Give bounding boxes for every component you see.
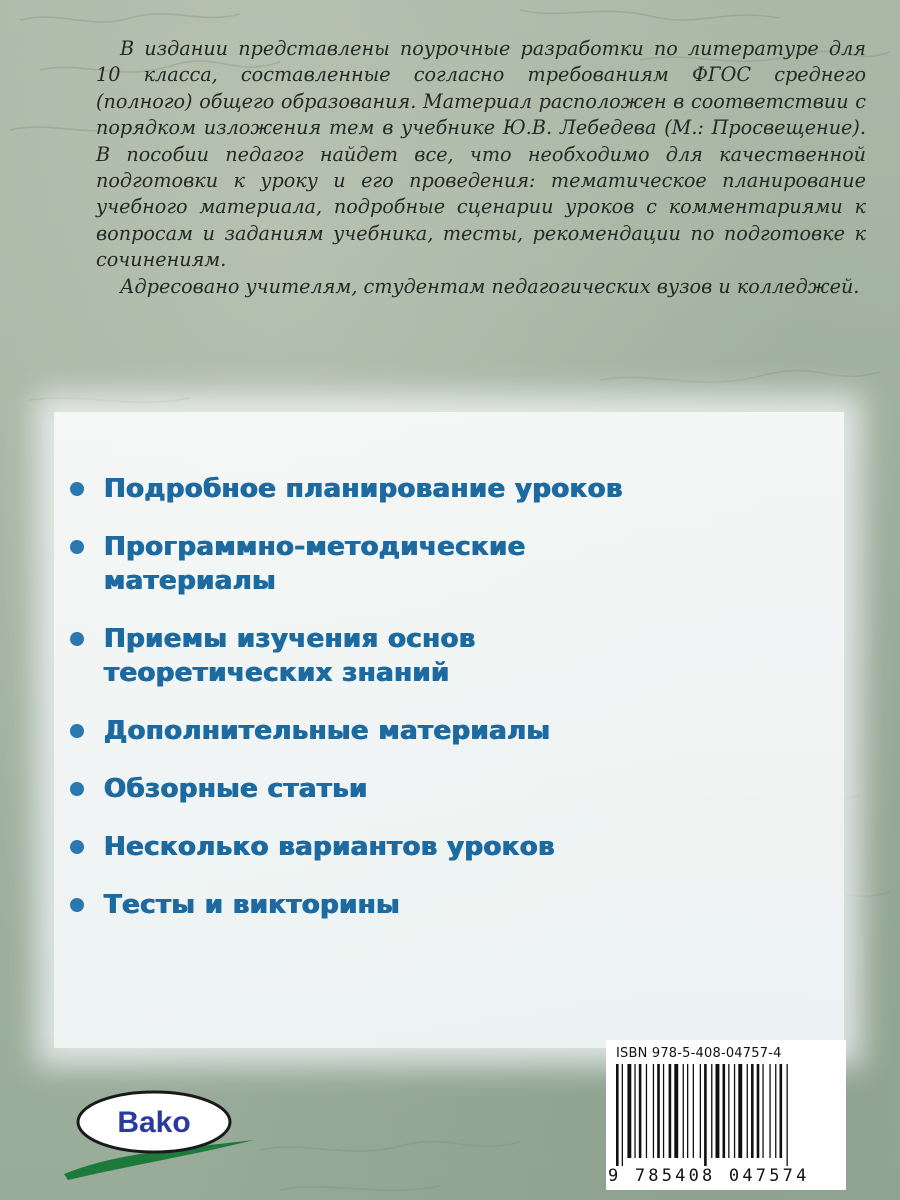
audience-paragraph: Адресовано учителям, студентам педагогических вузов и колледжей. [120, 274, 860, 298]
barcode-bar [646, 1064, 647, 1158]
bullet-icon [70, 898, 84, 912]
feature-item [70, 888, 830, 922]
feature-item [70, 772, 830, 806]
barcode-bar [762, 1064, 763, 1158]
feature-item [70, 830, 830, 864]
barcode-bar [683, 1064, 684, 1158]
feature-item [70, 622, 604, 690]
feature-label: Тесты и викторины [104, 890, 401, 920]
feature-item [70, 714, 830, 748]
barcode-bar [734, 1064, 735, 1158]
barcode-bar [738, 1064, 742, 1158]
barcode-bar [769, 1064, 770, 1158]
barcode-bar [634, 1064, 635, 1158]
barcode-bar [780, 1064, 783, 1158]
barcode-bar [622, 1064, 623, 1166]
feature-label: Дополнительные материалы [104, 716, 551, 746]
barcode-bar [711, 1064, 712, 1158]
barcode-bar [663, 1064, 664, 1158]
feature-label: Приемы изучения основ теоретических знаний [104, 624, 476, 688]
isbn-label: ISBN 978-5-408-04757-4 [616, 1046, 782, 1061]
annotation-text [96, 36, 866, 300]
barcode-bar [757, 1064, 760, 1158]
feature-label: Подробное планирование уроков [104, 474, 623, 504]
bullet-icon [70, 782, 84, 796]
barcode-bar [639, 1064, 642, 1158]
barcode-bar [723, 1064, 726, 1158]
barcode-bar [728, 1064, 729, 1158]
bullet-icon [70, 724, 84, 738]
barcode-bar [775, 1064, 776, 1158]
barcode-bar [653, 1064, 654, 1158]
feature-item [70, 472, 830, 506]
barcode-bar [751, 1064, 754, 1158]
barcode-bars-icon [614, 1064, 838, 1166]
barcode-bar [657, 1064, 660, 1158]
feature-label: Обзорные статьи [104, 774, 368, 804]
barcode-bar [616, 1064, 619, 1166]
isbn-barcode [606, 1040, 846, 1190]
barcode-bar [669, 1064, 672, 1158]
barcode-bar [674, 1064, 678, 1158]
logo-text: Bako [117, 1106, 191, 1139]
annotation-paragraph: В издании представлены поурочные разработки по литературе для 10 класса, составленные согласно требованиям ФГОС среднего (полного) общего образования. Материал расположен в соответствии с порядком изложения тем в учебнике Ю.В. Лебедева (М.: Просвещение). В пособии педагог найдет все, что необходимо для качественной подготовки к уроку и его проведения: тематическое планирование учебного материала, подробные сценарии уроков с комментариями к вопросам и заданиям учебника, тесты, рекомендации по подготовке к сочинениям. [96, 37, 866, 272]
feature-item [70, 530, 664, 598]
bullet-icon [70, 540, 84, 554]
barcode-bar [693, 1064, 694, 1158]
barcode-bar [700, 1064, 701, 1158]
bullet-icon [70, 482, 84, 496]
barcode-bar [687, 1064, 688, 1158]
barcode-bar [627, 1064, 631, 1158]
feature-label: Программно-методические материалы [104, 532, 526, 596]
barcode-bar [704, 1064, 707, 1166]
barcode-bar [716, 1064, 720, 1158]
bullet-icon [70, 840, 84, 854]
barcode-bar [747, 1064, 748, 1158]
barcode-digits: 9 785408 047574 [608, 1166, 810, 1186]
publisher-logo [58, 1082, 258, 1182]
features-list [70, 472, 830, 922]
feature-label: Несколько вариантов уроков [104, 832, 555, 862]
barcode-bar [787, 1064, 788, 1166]
bullet-icon [70, 632, 84, 646]
